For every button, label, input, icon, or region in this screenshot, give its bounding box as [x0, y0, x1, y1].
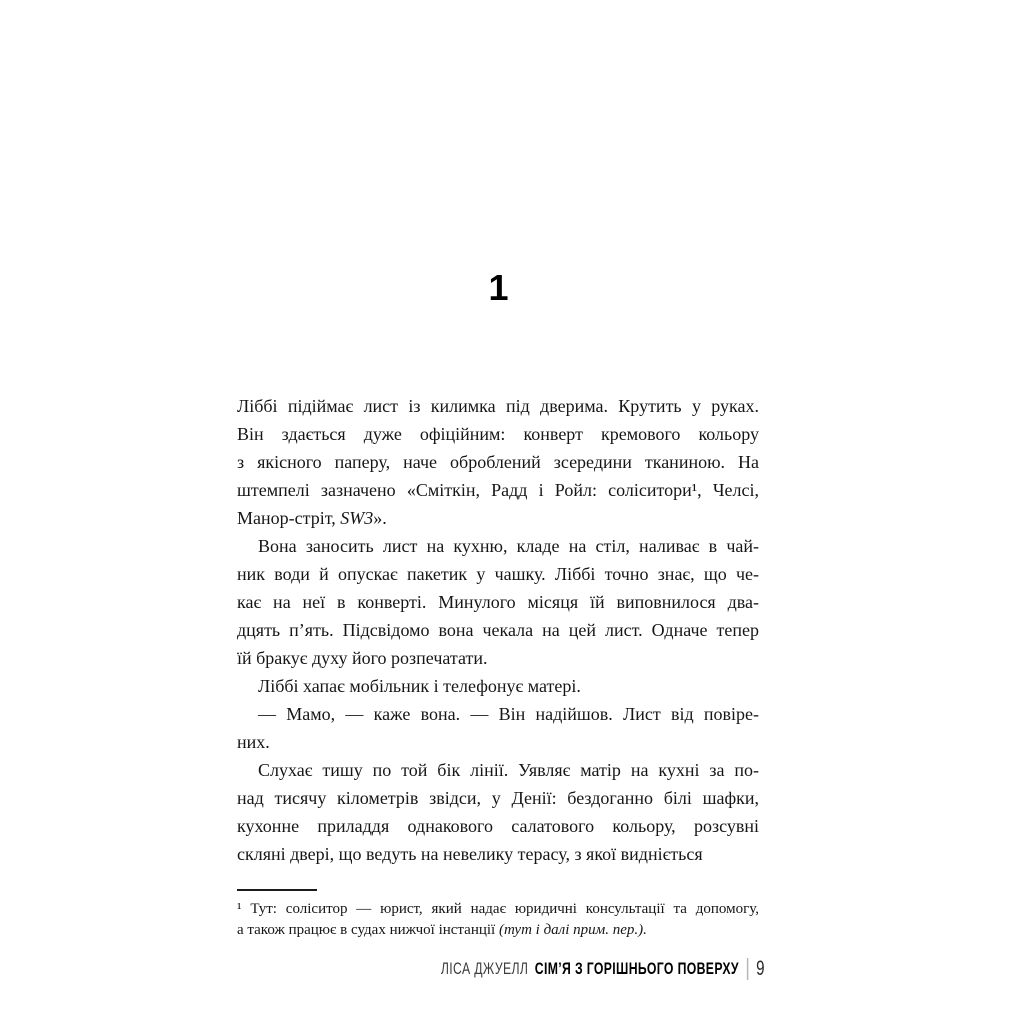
text-line	[237, 644, 759, 672]
text-segment: ник води й опускає пакетик у чашку. Ліббі точно знає, що че-	[237, 564, 759, 584]
page-footer	[441, 955, 765, 983]
italic-text-segment: (тут і далі прим. пер.).	[498, 922, 647, 938]
text-line	[237, 392, 759, 420]
italic-text-segment: SW3	[340, 508, 374, 528]
text-line	[237, 672, 759, 700]
text-segment: Слухає тишу по той бік лінії. Уявляє матір на кухні за по-	[258, 760, 759, 780]
text-line	[237, 476, 759, 504]
paragraph	[237, 392, 759, 532]
text-line	[237, 420, 759, 448]
chapter-number: 1	[488, 267, 508, 308]
text-segment: кає на неї в конверті. Минулого місяця їй виповнилося два-	[237, 592, 759, 612]
footnote-text	[237, 899, 759, 941]
text-segment: штемпелі зазначено «Сміткін, Радд і Ройл: соліситори¹, Челсі,	[237, 480, 759, 500]
text-line	[237, 840, 759, 868]
text-segment: Вона заносить лист на кухню, кладе на стіл, наливає в чай-	[258, 536, 759, 556]
text-segment: ¹ Тут: соліситор — юрист, який надає юридичні консультації та допомогу,	[237, 901, 759, 917]
paragraph	[237, 672, 759, 700]
paragraph	[237, 756, 759, 868]
footnote-rule	[237, 889, 317, 891]
text-line	[237, 920, 759, 941]
text-segment: кухонне приладдя однакового салатового кольору, розсувні	[237, 816, 759, 836]
footer-divider	[747, 958, 748, 980]
paragraph	[237, 700, 759, 756]
text-line	[237, 756, 759, 784]
text-segment: їй бракує духу його розпечатати.	[237, 648, 488, 668]
text-line	[237, 560, 759, 588]
text-line	[237, 728, 759, 756]
paragraph	[237, 532, 759, 672]
text-segment: скляні двері, що ведуть на невелику терасу, з якої видніється	[237, 844, 703, 864]
footer-book-title: СІМ’Я З ГОРІШНЬОГО ПОВЕРХУ	[535, 959, 740, 978]
footnote	[237, 889, 759, 941]
text-line	[237, 504, 759, 532]
text-line	[237, 784, 759, 812]
text-segment: над тисячу кілометрів звідси, у Денії: бездоганно білі шафки,	[237, 788, 759, 808]
text-segment: Він здається дуже офіційним: конверт кремового кольору	[237, 424, 759, 444]
text-line	[237, 532, 759, 560]
text-segment: Ліббі підіймає лист із килимка під дверима. Крутить у руках.	[237, 396, 759, 416]
text-segment: ».	[373, 508, 387, 528]
text-segment: Ліббі хапає мобільник і телефонує матері.	[258, 676, 581, 696]
footer-author: ЛІСА ДЖУЕЛЛ	[441, 959, 529, 978]
text-line	[237, 812, 759, 840]
body-text	[237, 392, 759, 868]
text-segment: з якісного паперу, наче оброблений зсередини тканиною. На	[237, 452, 759, 472]
text-segment: них.	[237, 732, 270, 752]
text-line	[237, 616, 759, 644]
text-line	[237, 899, 759, 920]
text-line	[237, 588, 759, 616]
text-segment: Манор-стріт,	[237, 508, 341, 528]
text-segment: а також працює в судах нижчої інстанції	[237, 922, 499, 938]
text-segment: — Мамо, — каже вона. — Він надійшов. Лист від повіре-	[258, 704, 759, 724]
page-number: 9	[756, 957, 765, 980]
text-segment: дцять п’ять. Підсвідомо вона чекала на цей лист. Одначе тепер	[237, 620, 759, 640]
text-line	[237, 700, 759, 728]
text-line	[237, 448, 759, 476]
